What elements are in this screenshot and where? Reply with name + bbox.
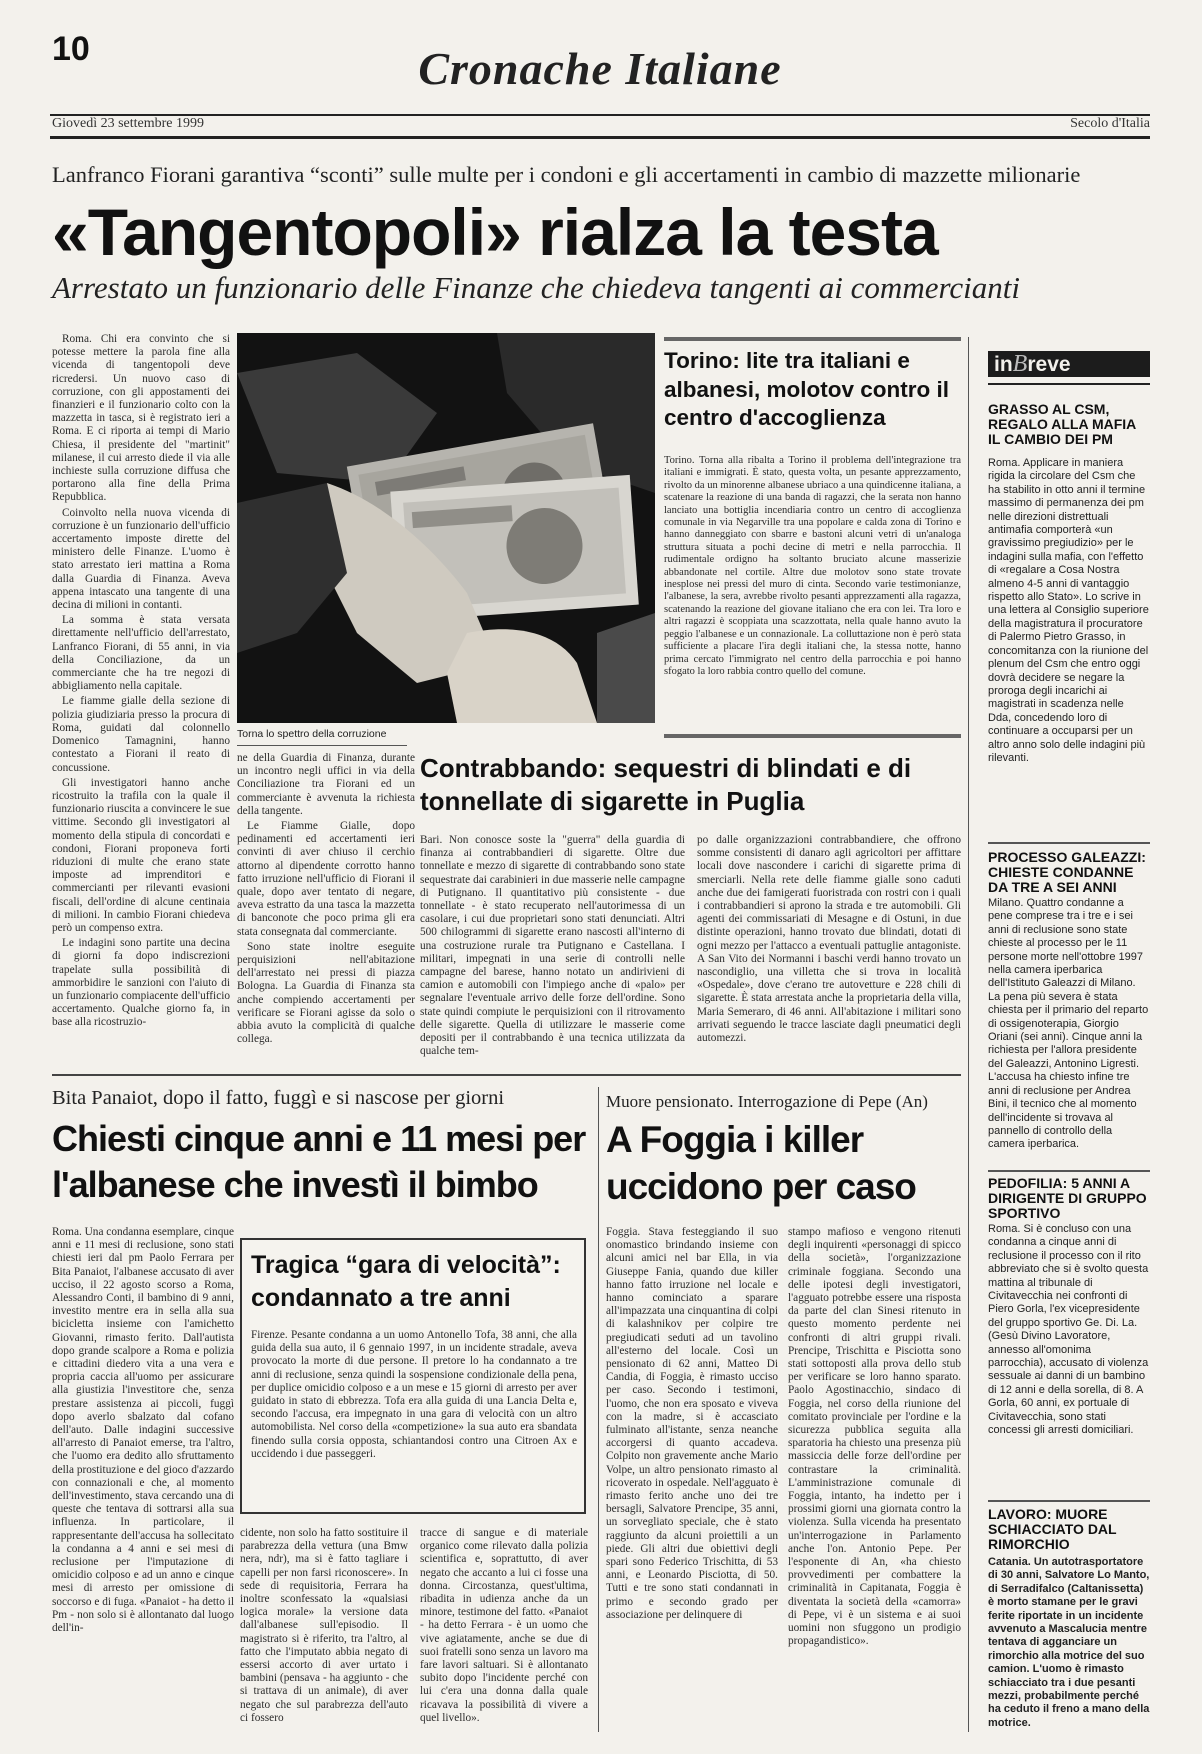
- issue-date: Giovedì 23 settembre 1999: [52, 116, 205, 131]
- lead-photo: [237, 333, 655, 723]
- panaiot-headline: Chiesti cinque anni e 11 mesi per l'albanese che investì il bimbo: [52, 1118, 586, 1205]
- section-title: Cronache Italiane: [418, 43, 782, 94]
- masthead-rule-bottom: [50, 136, 1150, 139]
- masthead-rule-top: [50, 114, 1150, 116]
- gara-headline: Tragica “gara di velocità”: condannato a tre anni: [251, 1251, 561, 1312]
- column-divider: [598, 1087, 599, 1732]
- brief-body: Milano. Quattro condanne a pene comprese tra i tre e i sei anni di reclusione sono state chieste al processo per le 11 persone morte nell'ottobre 1997 nella camera iperbarica dell'Istituto Galeazzi di Milano. La pena più severa è stata chiesta per il primario del reparto di ossigenoterapia, Giorgio Oriani (sei anni). Cinque anni la richiesta per l'allora presidente del Galeazzi, Antonino Ligresti. L'accusa ha chiesto infine tre anni di reclusione per Andrea Bini, il tecnico che al momento dell'incidente si trovava al pannello di controllo della camera iperbarica.: [988, 897, 1149, 1151]
- lead-paragraph: Le fiamme gialle della sezione di polizia giudiziaria presso la procura di Roma, guidati dal colonnello Domenico Tamagnini, hanno contestato a Fiorani il reato di concussione.: [52, 695, 230, 774]
- torino-headline: Torino: lite tra italiani e albanesi, molotov contro il centro d'accoglienza: [664, 348, 950, 430]
- foggia-headline: A Foggia i killer uccidono per caso: [606, 1119, 916, 1207]
- lead-paragraph: La somma è stata versata direttamente nell'ufficio dell'arrestato, Lanfranco Fiorani, di 55 anni, in via della Conciliazione, da un commerciante che ha tre negozi di abbigliamento nella capitale.: [52, 614, 230, 693]
- sidebar-header: [988, 351, 1150, 377]
- lead-paragraph: Roma. Chi era convinto che si potesse mettere la parola fine alla vicenda di tangentopoli deve ricredersi. Un nuovo caso di corruzione, con gli appostamenti dei finanzieri e il funzionario colto con la mazzetta in tasca, si è registrato ieri a Roma. E ci riporta ai tempi di Mario Chiesa, il presidente del "martinit" milanese, il cui arresto diede il via alle inchieste sulla corruzione diffusa che portarono alla fine della Prima Repubblica.: [52, 333, 230, 504]
- page-number: 10: [52, 30, 90, 68]
- torino-bottom-rule: [664, 734, 961, 738]
- puglia-column-1: Bari. Non conosce soste la "guerra" della guardia di finanza ai contrabbandieri di sigarette. Oltre due tonnellate e mezzo di sigarette di contrabbando sono state sequestrate dai carabinieri in due masserie nelle campagne di Putignano. Il quantitativo più consistente - due tonnellate - è stato recuperato nell'autorimessa di un casolare, i cui due proprietari sono stati denunciati. Altri 500 chilogrammi di sigarette erano nascosti all'interno di una costruzione rurale tra Putignano e Castellana. I militari, impegnati in una serie di controlli nelle campagne del barese, hanno notato un andirivieni di camion e automobili con l'impiego anche di «palo» per segnalare l'eventuale arrivo delle forze dell'ordine. Sono state quindi compiute le perquisizioni con il ritrovamento delle sigarette. Quella di utilizzare le masserie come depositi per il contrabbando è una tecnica utilizzata da qualche tem-: [420, 834, 685, 1058]
- panaiot-column-1: Roma. Una condanna esemplare, cinque anni e 11 mesi di reclusione, sono stati chiesti ieri dal pm Paolo Ferrara per Bita Panaiot, l'albanese accusato di aver ucciso, il 22 agosto scorso a Roma, Alessandro Conti, il bambino di 9 anni, investito mentre era in sella alla sua bicicletta insieme con l'amichetto Giovanni, rimasto ferito. Dall'autista dopo grande scalpore a Roma e polizia e cittadini diedero vita a una vera e propria caccia all'uomo per assicurare alla giustizia l'investitore che, senza prestare assistenza ai piccoli, fuggì dopo averlo sbalzato dal cofano dell'auto. Dalle indagini successive all'arresto di Panaiot emerse, tra l'altro, che l'uomo era dedito allo sfruttamento della prostituzione e del gioco d'azzardo con connazionali e che, al momento dell'investimento, stava cercando una di queste che tentava di sottrarsi alla sua influenza. In particolare, il rappresentante dell'accusa ha sollecitato la condanna a 4 anni e sei mesi di reclusione per l'imputazione di omicidio colposo e ad un anno e cinque mesi di arresto per omissione di soccorso e di fuga. «Panaiot - ha detto il Pm - non solo si è allontanato dal luogo dell'in-: [52, 1226, 234, 1635]
- lead-paragraph: Le Fiamme Gialle, dopo pedinamenti ed accertamenti ieri convinti di aver chiuso il cerchio attorno al dipendente corrotto hanno fatto irruzione nell'ufficio di Fiorani il quale, dopo aver tentato di negare, aveva estratto da una tasca la mazzetta di banconote che poco prima gli era stata consegnata dal commerciante.: [237, 820, 415, 938]
- sidebar-header-in: in: [994, 353, 1013, 376]
- lead-paragraph: Gli investigatori hanno anche ricostruito la trafila con la quale il funzionario riuscita a convincere le sue vittime. Secondo gli investigatori al momento della stipula di concordati e condoni, Fiorani proponeva forti riduzioni di multe che erano state imposte ad imprenditori e commercianti per rilevanti evasioni fiscali, dell'ordine di alcune centinaia di milioni. In cambio Fiorani chiedeva però un compenso extra.: [52, 776, 230, 934]
- sidebar-divider: [968, 337, 969, 1732]
- caption-rule: [237, 745, 407, 746]
- sidebar-header-b: B: [1012, 351, 1028, 377]
- torino-rule: [664, 337, 961, 341]
- lead-headline: «Tangentopoli» rialza la testa: [52, 195, 938, 269]
- lead-kicker: Lanfranco Fiorani garantiva “sconti” sulle multe per i condoni e gli accertamenti in cambio di mazzette milionarie: [52, 162, 1081, 187]
- puglia-headline: Contrabbando: sequestri di blindati e di tonnellate di sigarette in Puglia: [420, 753, 912, 816]
- foggia-kicker: Muore pensionato. Interrogazione di Pepe (An): [606, 1092, 928, 1111]
- lead-paragraph: Le indagini sono partite una decina di giorni fa dopo indiscrezioni trapelate sulla possibilità di ammorbidire le sanzioni con l'aiuto di un funzionario compiacente dell'ufficio accertamento. Qualche giorno fa, in base alla ricostruzio-: [52, 937, 230, 1029]
- section-divider: [52, 1074, 961, 1076]
- puglia-column-2: po dalle organizzazioni contrabbandiere, che offrono somme consistenti di danaro agli agricoltori per affittare locali dove nascondere i carichi di sigarette prima di smerciarli. Nella rete delle fiamme gialle sono caduti anche due dei famigerati fuoristrada con rostri con i quali i contrabbandieri si aprono la strada e tre automobili. Gli agenti dei commissariati di Mesagne e di Ostuni, in due distinte operazioni, hanno trovato due blindati, dotati di ogni mezzo per l'attacco a eventuali pattuglie antagoniste. A San Vito dei Normanni i baschi verdi hanno trovato un nascondiglio, una villetta che si trova in località «Ospedale», dove c'erano tre autovetture e 228 chili di sigarette. È stata arrestata anche la proprietaria della villa, Maria Semeraro, di 46 anni. All'abitazione i militari sono arrivati seguendo le tracce lasciate dagli pneumatici degli automezzi.: [697, 834, 961, 1045]
- brief-body: Roma. Applicare in maniera rigida la circolare del Csm che ha stabilito in otto anni il termine massimo di permanenza dei pm nelle direzioni distrettuali antimafia comporterà «un gravissimo pregiudizio» per le indagini sulla mafia, con l'effetto di «regalare a Cosa Nostra almeno 4-5 anni di vantaggio rispetto allo Stato». Lo scrive in una lettera al Consiglio superiore della magistratura il procuratore di Palermo Pietro Grasso, in concomitanza con la riunione del plenum del Csm che entro oggi dovrà decidere se negare la proroga degli incarichi ai magistrati in scadenza nelle Dda, concedendo loro di continuare a occuparsi per un altro anno solo delle indagini più rilevanti.: [988, 457, 1149, 764]
- brief-title: GRASSO AL CSM, REGALO ALLA MAFIA IL CAMBIO DEI PM: [988, 401, 1136, 447]
- gara-box: [240, 1238, 586, 1514]
- foggia-column-1: Foggia. Stava festeggiando il suo onomastico brindando insieme con alcuni amici nel bar Ella, in via Giuseppe Fania, quando due killer hanno fatto irruzione nel locale e hanno cominciato a sparare all'impazzata una cinquantina di colpi di kalashnikov per colpire tre pregiudicati seduti ad un tavolino all'esterno del locale. Così un pensionato di 62 anni, Matteo Di Candia, di Foggia, è rimasto ucciso per caso. Secondo i testimoni, l'uomo, che non era sposato e viveva con la madre, si è accasciato fulminato all'istante, senza neanche accorgersi di quanto accadeva. Colpito non gravemente anche Mario Volpe, un altro pensionato rimasto al ricoverato in ospedale. Nell'agguato è rimasto ferito anche uno dei tre bersagli, Salvatore Prencipe, 35 anni, un sorvegliato speciale, che è stato raggiunto da alcuni proiettili a un piede. Gli altri due obiettivi degli spari sono Federico Trischitta, di 53 anni, e Leonardo Pisciotta, di 50. Tutti e tre sono stati condannati in primo e secondo grado per associazione per delinquere di: [606, 1226, 778, 1621]
- lead-paragraph: ne della Guardia di Finanza, durante un incontro negli uffici in via della Conciliazione tra Fiorani ed un commerciante è avvenuta la richiesta della tangente.: [237, 752, 415, 817]
- lead-subheadline: Arrestato un funzionario delle Finanze che chiedeva tangenti ai commercianti: [52, 270, 1020, 305]
- brief-title: PROCESSO GALEAZZI: CHIESTE CONDANNE DA TRE A SEI ANNI: [988, 849, 1146, 895]
- brief-rule: [988, 1170, 1150, 1172]
- foggia-column-2: stampo mafioso e vengono ritenuti degli inquirenti «personaggi di spicco della società», l'organizzazione criminale foggiana. Secondo una delle ipotesi degli investigatori, l'agguato potrebbe essere una risposta da parte del clan Sinesi ritenuto in questo momento perdente nei confronti di altri gruppi rivali. Prencipe, Trischitta e Pisciotta sono stati sottoposti alla prova dello stub per verificare se loro hanno sparato. Paolo Agostinacchio, sindaco di Foggia, nel corso della riunione del comitato provinciale per l'ordine e la sicurezza pubblica seguita alla sparatoria ha chiesto una presenza più massiccia delle forze dell'ordine per contrastare la criminalità. L'amministrazione comunale di Foggia, intanto, ha indetto per i prossimi giorni una giornata contro la violenza. Sulla vicenda ha presentato un'interrogazione in Parlamento anche l'on. Antonio Pepe. Per l'esponente di An, «ha chiesto provvedimenti per combattere la criminalità in Capitanata, Foggia è diventata la società della «camorra» di Pepe, vi è un sistema e ai suoi uomini non sfuggono un prodigio propagandistico».: [788, 1226, 961, 1648]
- panaiot-kicker: Bita Panaiot, dopo il fatto, fuggì e si nascose per giorni: [52, 1087, 505, 1109]
- panaiot-column-3: tracce di sangue e di materiale organico come rilevato dalla polizia scientifica e, soprattutto, di aver negato che accanto a lui ci fosse una donna. Circostanza, quest'ultima, ribadita in udienza anche da un minore, testimone del fatto. «Panaiot - ha detto Ferrara - è un uomo che vive agiatamente, anche se due di suoi fratelli sono senza un lavoro ma fare lavori saltuari. Si è allontanato subito dopo l'incidente perché con lui c'era una donna dalla quale ricavava la possibilità di vivere a quel livello».: [420, 1527, 588, 1724]
- brief-rule: [988, 842, 1150, 844]
- panaiot-column-2: cidente, non solo ha fatto sostituire il parabrezza della vettura (una Bmw nera, ndr), ma si è fatto tagliare i capelli per non farsi riconoscere». In sede di requisitoria, Ferrara ha inoltre sconfessato la «qualsiasi logica morale» la versione data dall'albanese sull'episodio. Il magistrato si è riferito, tra l'altro, al fatto che l'imputato abbia negato di essersi accorto di aver urtato i bambini (pensava - ha aggiunto - che si trattava di un animale), di aver negato che sul parabrezza dell'auto ci fossero: [240, 1527, 408, 1724]
- brief-title: LAVORO: MUORE SCHIACCIATO DAL RIMORCHIO: [988, 1506, 1117, 1552]
- brief-body: Catania. Un autotrasportatore di 30 anni, Salvatore Lo Manto, di Serradifalco (Caltanissetta) è morto stamane per le gravi ferite riportate in un incidente avvenuto a Mascalucia mentre tentava di agganciare un rimorchio alla motrice del suo camion. L'uomo è rimasto schiacciato tra i due pesanti mezzi, probabilmente perché ha ceduto il freno a mano della motrice.: [988, 1556, 1150, 1729]
- photo-caption: Torna lo spettro della corruzione: [237, 728, 387, 740]
- lead-paragraph: Sono state inoltre eseguite perquisizioni nell'abitazione dell'arrestato nei pressi di piazza Bologna. La Guardia di Finanza sta anche compiendo accertamenti per verificare se Fiorani agisse da solo o abbia avuto la complicità di qualche collega.: [237, 940, 415, 1046]
- gara-body: Firenze. Pesante condanna a un uomo Antonello Tofa, 38 anni, che alla guida della sua auto, il 6 gennaio 1997, in un incidente stradale, aveva provocato la morte di due persone. Il pretore lo ha condannato a tre anni di reclusione, senza quindi la sospensione condizionale della pena, per duplice omicidio colposo e a un mese e 15 giorni di arresto per aver guidato in stato di ebbrezza. Tofa era alla guida di una Lancia Delta e, secondo l'accusa, era impegnato in una gara di velocità con un altro automobilista. Nel corso della «competizione» la sua auto era sbandata finendo sulla corsia opposta, schiantandosi contro una Citroen Ax e uccidendo i due passeggeri.: [251, 1329, 577, 1460]
- torino-body: Torino. Torna alla ribalta a Torino il problema dell'integrazione tra italiani e immigrati. È stato, questa volta, un pesante apprezzamento, rivolto da un minorenne albanese ubriaco a una quindicenne italiana, a scatenare la reazione di una banda di ragazzi, che la serata non hanno lanciato una bottiglia incendiaria contro un centro di accoglienza comunale in via Negarville tra una popolare e calda zona di Torino e hanno danneggiato con sbarre e bastoni alcuni vetri di un'analoga struttura situata a pochi decine di metri e nella parrocchia. Il rudimentale ordigno ha soltanto bruciato alcune masserizie abbandonate nel cortile. Altre due molotov sono state trovate inesplose nei pressi del muro di cinta. Secondo varie testimonianze, l'albanese, la sera, avrebbe rivolto pesanti apprezzamenti alla ragazza, scatenando la reazione del giovane italiano che era con lei. Tra loro e altri ragazzi è scoppiata una scazzottata, nella quale hanno avuto la peggio l'albanese e un connazionale. La colluttazione non è però stata sufficiente a placare l'ira degli italiani che, la stessa notte, hanno prima cercato l'immigrato nel centro della parrocchia e poi hanno sfogato la loro rabbia contro quello del comune.: [664, 455, 961, 677]
- brief-rule: [988, 1500, 1150, 1502]
- brief-body: Roma. Si è concluso con una condanna a cinque anni di reclusione il processo con il rito abbreviato che si è svolto questa mattina al tribunale di Civitavecchia nei confronti di Piero Gorla, l'ex vicepresidente del gruppo sportivo Ge. Di. La. (Gesù Divino Lavoratore, annesso all'omonima parrocchia), accusato di violenza sessuale ai danni di un bambino di 12 anni e della sorella, di 8. A Gorla, 60 anni, ex portuale di Civitavecchia, sono stati concessi gli arresti domiciliari.: [988, 1223, 1149, 1437]
- paper-name: Secolo d'Italia: [1070, 116, 1150, 131]
- sidebar-header-rest: reve: [1027, 353, 1071, 376]
- sidebar-header-rule: [988, 383, 1150, 385]
- lead-paragraph: Coinvolto nella nuova vicenda di corruzione è un funzionario dell'ufficio accertamento imposte dirette del ministero delle Finanze. L'uomo è stato arrestato ieri mattina a Roma dalla Guardia di Finanza. Aveva appena intascato una tangente di una decina di milioni in contanti.: [52, 506, 230, 612]
- lead-column-1: [52, 333, 230, 1060]
- brief-title: PEDOFILIA: 5 ANNI A DIRIGENTE DI GRUPPO SPORTIVO: [988, 1175, 1147, 1221]
- lead-column-2: [237, 752, 415, 1060]
- banknote-photo: [237, 333, 655, 723]
